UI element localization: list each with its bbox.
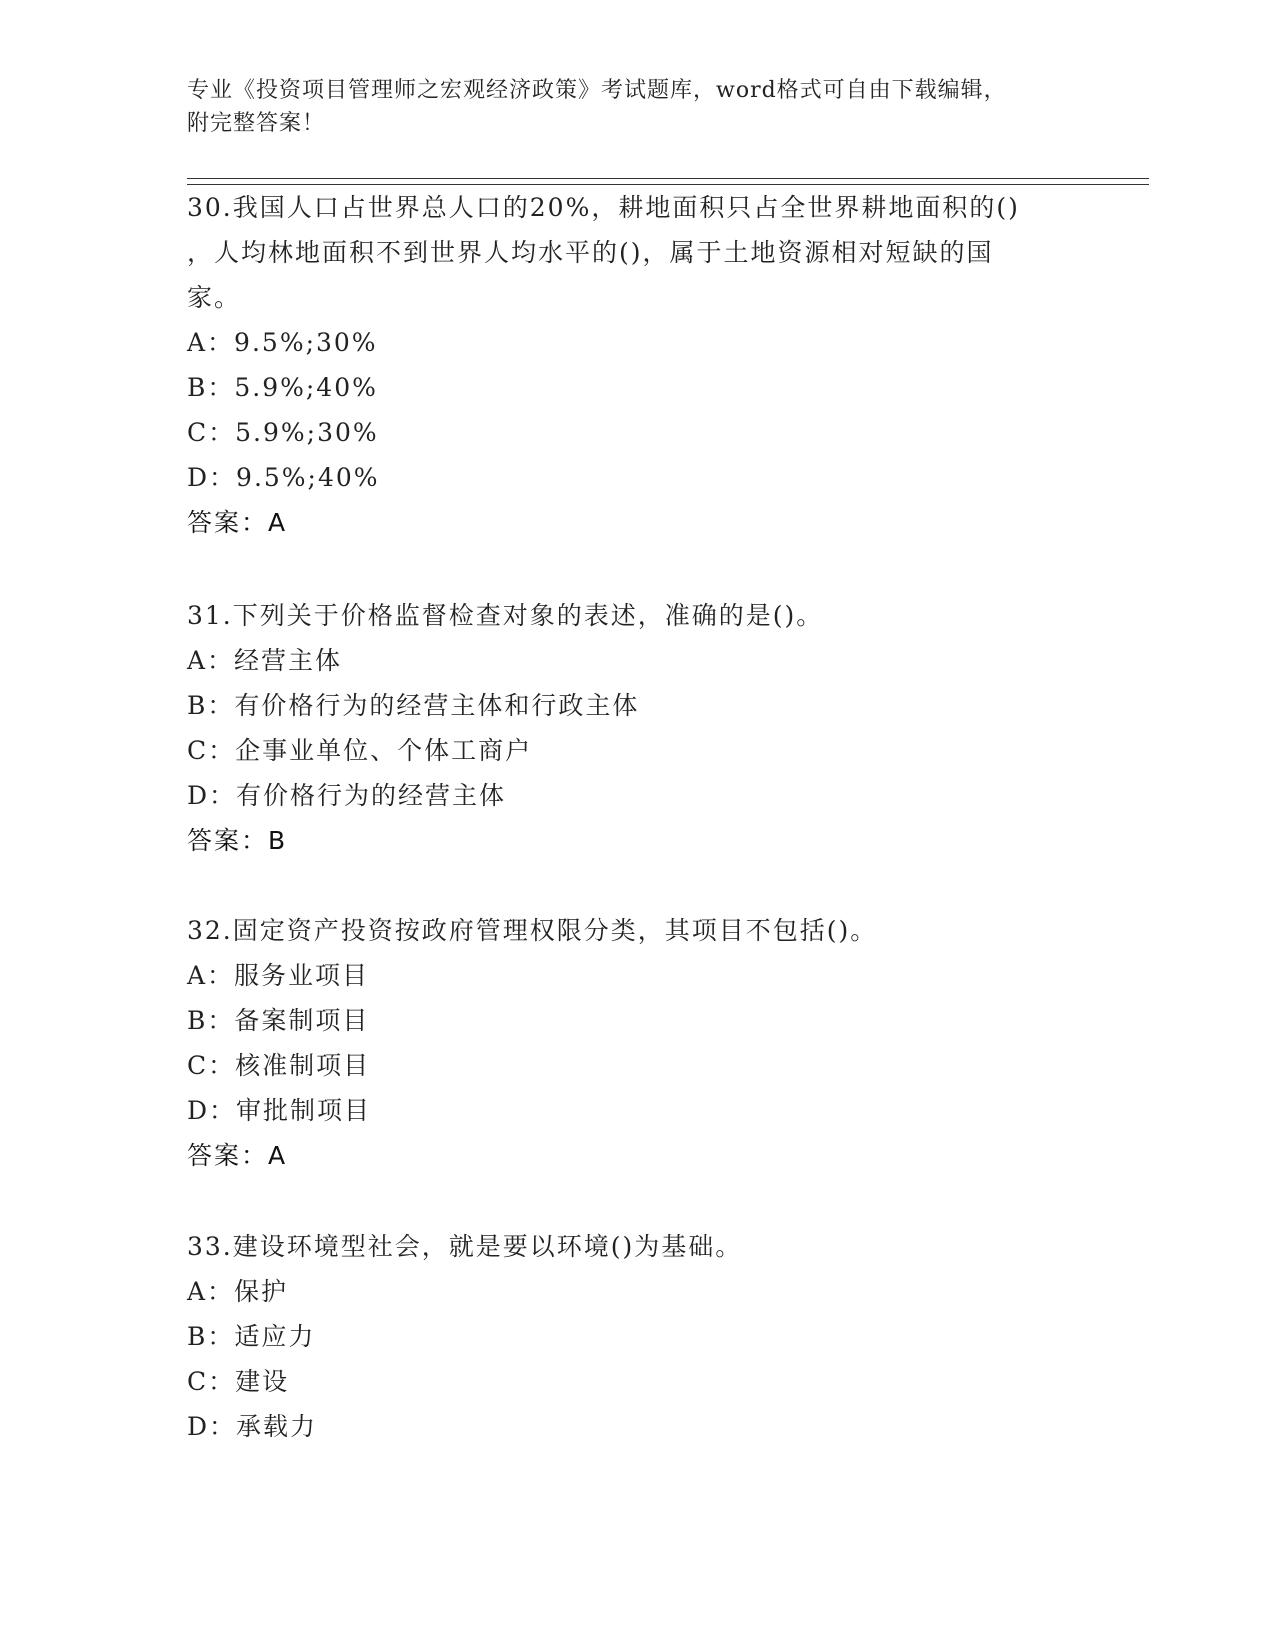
option-b: B：备案制项目 bbox=[187, 1006, 370, 1035]
option-c: C：企事业单位、个体工商户 bbox=[187, 736, 533, 765]
option-d: D：承载力 bbox=[187, 1412, 318, 1441]
question-stem-line: 32.固定资产投资按政府管理权限分类，其项目不包括()。 bbox=[187, 916, 878, 945]
option-b: B：5.9%;40% bbox=[187, 373, 378, 402]
answer: 答案：A bbox=[187, 508, 288, 537]
option-c: C：建设 bbox=[187, 1367, 290, 1396]
question-stem-line: 33.建设环境型社会，就是要以环境()为基础。 bbox=[187, 1232, 743, 1261]
answer: 答案：B bbox=[187, 826, 288, 855]
question-stem-line: 31.下列关于价格监督检查对象的表述，准确的是()。 bbox=[187, 601, 824, 630]
question-30 bbox=[187, 185, 1067, 545]
header-line-2: 附完整答案！ bbox=[187, 111, 326, 136]
header-line-1: 专业《投资项目管理师之宏观经济政策》考试题库，word格式可自由下载编辑， bbox=[187, 78, 1007, 103]
document-header bbox=[187, 74, 1067, 140]
option-c: C：核准制项目 bbox=[187, 1051, 371, 1080]
question-stem-line: 家。 bbox=[187, 283, 242, 312]
option-b: B：有价格行为的经营主体和行政主体 bbox=[187, 691, 640, 720]
option-d: D：有价格行为的经营主体 bbox=[187, 781, 507, 810]
option-a: A：经营主体 bbox=[187, 646, 343, 675]
header-divider bbox=[187, 178, 1149, 185]
question-stem-line: 30.我国人口占世界总人口的20%，耕地面积只占全世界耕地面积的() bbox=[187, 193, 1020, 222]
question-33 bbox=[187, 1224, 1067, 1449]
option-c: C：5.9%;30% bbox=[187, 418, 379, 447]
option-a: A：9.5%;30% bbox=[187, 328, 378, 357]
question-31 bbox=[187, 593, 1067, 863]
option-d: D：9.5%;40% bbox=[187, 463, 380, 492]
question-stem-line: ，人均林地面积不到世界人均水平的()，属于土地资源相对短缺的国 bbox=[187, 238, 994, 267]
answer: 答案：A bbox=[187, 1141, 288, 1170]
option-d: D：审批制项目 bbox=[187, 1096, 372, 1125]
option-b: B：适应力 bbox=[187, 1322, 316, 1351]
question-32 bbox=[187, 908, 1067, 1178]
option-a: A：保护 bbox=[187, 1277, 289, 1306]
option-a: A：服务业项目 bbox=[187, 961, 370, 990]
